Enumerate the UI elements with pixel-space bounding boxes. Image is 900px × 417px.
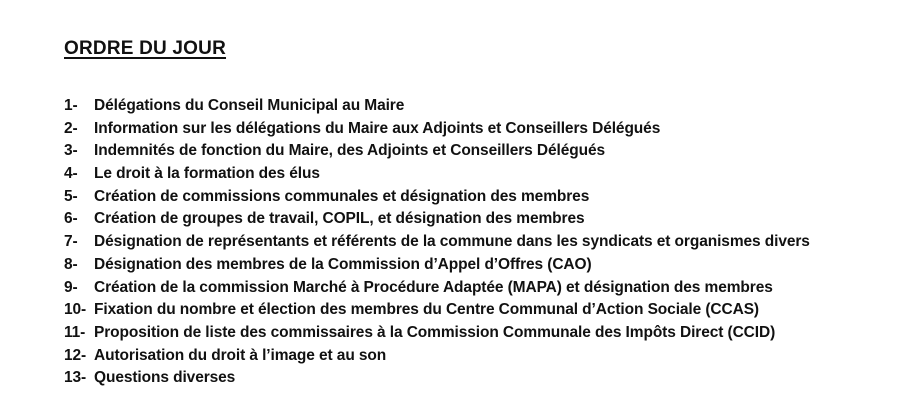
- item-text: Création de groupes de travail, COPIL, et désignation des membres: [94, 210, 585, 228]
- list-item: [64, 186, 810, 209]
- list-item: [64, 345, 810, 368]
- item-number: 11-: [64, 323, 86, 341]
- item-number: 2-: [64, 119, 78, 137]
- list-item: [64, 140, 810, 163]
- item-number: 13-: [64, 369, 87, 387]
- item-number: 1-: [64, 97, 78, 114]
- list-item: [64, 299, 810, 322]
- list-item: [64, 118, 810, 141]
- item-text: Proposition de liste des commissaires à la Commission Communale des Impôts Direct (CCID): [94, 323, 776, 341]
- list-item: [64, 163, 810, 186]
- item-text: Désignation des membres de la Commission d’Appel d’Offres (CAO): [94, 255, 592, 273]
- item-text: Autorisation du droit à l’image et au son: [94, 346, 387, 364]
- agenda-list: [64, 95, 810, 390]
- item-text: Création de commissions communales et désignation des membres: [94, 187, 590, 205]
- item-number: 6-: [64, 210, 78, 228]
- item-number: 5-: [64, 187, 78, 205]
- list-item: [64, 277, 810, 300]
- item-number: 10-: [64, 301, 87, 319]
- item-text: Information sur les délégations du Maire aux Adjoints et Conseillers Délégués: [94, 119, 661, 137]
- item-text: Indemnités de fonction du Maire, des Adjoints et Conseillers Délégués: [94, 142, 606, 160]
- item-number: 3-: [64, 142, 78, 160]
- item-text: Le droit à la formation des élus: [94, 165, 320, 183]
- item-number: 8-: [64, 255, 78, 273]
- list-item: [64, 231, 810, 254]
- list-item: [64, 95, 810, 118]
- page-title: ORDRE DU JOUR: [64, 38, 227, 59]
- item-text: Délégations du Conseil Municipal au Maire: [94, 97, 405, 114]
- list-item: [64, 208, 810, 231]
- item-number: 9-: [64, 278, 78, 296]
- item-text: Questions diverses: [94, 369, 236, 387]
- list-item: [64, 322, 810, 345]
- item-number: 12-: [64, 346, 87, 364]
- item-text: Création de la commission Marché à Procédure Adaptée (MAPA) et désignation des membres: [94, 278, 773, 296]
- item-number: 7-: [64, 233, 78, 251]
- item-text: Désignation de représentants et référents de la commune dans les syndicats et organismes divers: [94, 233, 810, 251]
- item-number: 4-: [64, 165, 78, 183]
- list-item: [64, 367, 810, 390]
- item-text: Fixation du nombre et élection des membres du Centre Communal d’Action Sociale (CCAS): [94, 301, 759, 319]
- list-item: [64, 254, 810, 277]
